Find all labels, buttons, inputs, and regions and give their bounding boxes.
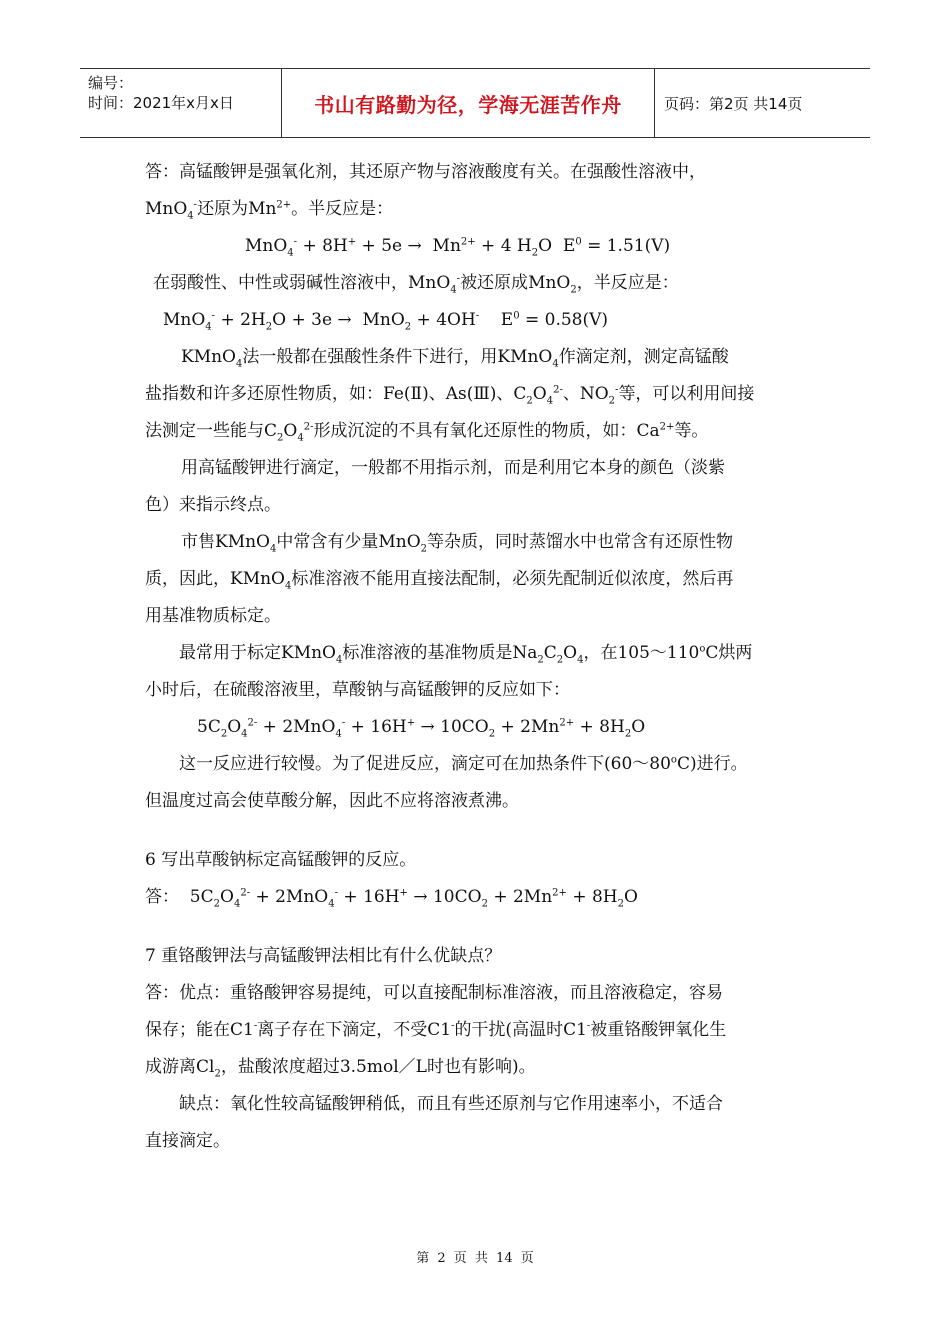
header-page-info: 页码：第2页 共14页 <box>664 94 803 113</box>
answer-7-line-1: 答：优点：重铬酸钾容易提纯，可以直接配制标准溶液，而且溶液稳定，容易 <box>145 983 723 1003</box>
paragraph-indicator-1: 用高锰酸钾进行滴定，一般都不用指示剂，而是利用它本身的颜色（淡紫 <box>181 458 725 478</box>
paragraph-slow-reaction-1: 这一反应进行较慢。为了促进反应，滴定可在加热条件下(60～80$^o$C)进行。 <box>179 754 748 774</box>
answer-5-line-1: 答：高锰酸钾是强氧化剂，其还原产物与溶液酸度有关。在强酸性溶液中， <box>145 162 706 182</box>
paragraph-standardization-1: 最常用于标定KMnO$_4$标准溶液的基准物质是$Na_2C_2O_4$，在105～110$^o$C烘两 <box>179 643 753 666</box>
paragraph-slow-reaction-2: 但温度过高会使草酸分解，因此不应将溶液煮沸。 <box>145 791 519 811</box>
paragraph-commercial-2: 质，因此，KMnO$_4$标准溶液不能用直接法配制，必须先配制近似浓度，然后再 <box>145 569 734 592</box>
header-time: 时间：2021年x月x日 <box>88 94 234 112</box>
answer-5-line-2: MnO$_4$-还原为$Mn^{2+}$。半反应是： <box>145 199 394 222</box>
equation-neutral: $MnO_4^- + 2H_2O + 3e \to MnO_2 + 4OH^-$ $E^0 = 0.58(V)$ <box>163 310 609 333</box>
paragraph-commercial-3: 用基准物质标定。 <box>145 606 281 626</box>
paragraph-kmno4-method-2: 盐指数和许多还原性物质，如：Fe(Ⅱ)、As(Ⅲ)、$C_2O_4^{2-}$、$NO_2^-$等，可以利用间接 <box>145 384 755 407</box>
header-meta-cell <box>80 69 282 137</box>
answer-7-line-2: 保存；能在C1-离子存在下滴定，不受C1-的干扰(高温时C1-被重铬酸钾氧化生 <box>145 1020 727 1040</box>
answer-7-line-4: 缺点：氧化性较高锰酸钾稍低，而且有些还原剂与它作用速率小，不适合 <box>179 1094 723 1114</box>
paragraph-commercial-1: 市售KMnO$_4$中常含有少量MnO$_2$等杂质，同时蒸馏水中也常含有还原性物 <box>181 532 734 555</box>
paragraph-kmno4-method-3: 法测定一些能与$C_2O_4^{2-}$形成沉淀的不具有氧化还原性的物质，如：$Ca^{2+}$等。 <box>145 421 709 444</box>
answer-6: 答： $5C_2O_4^{2-} + 2MnO_4^- + 16H^+ \to 10CO_2 + 2Mn^{2+} + 8H_2O$ <box>145 887 638 910</box>
page-header <box>80 68 870 138</box>
question-7: 7 重铬酸钾法与高锰酸钾法相比有什么优缺点？ <box>145 946 502 966</box>
answer-7-line-5: 直接滴定。 <box>145 1131 230 1151</box>
equation-oxalate: $5C_2O_4^{2-} + 2MnO_4^- + 16H^+ \to 10CO_2 + 2Mn^{2+} + 8H_2O$ <box>197 717 646 740</box>
header-number-label: 编号： <box>88 74 134 92</box>
equation-acidic: $MnO_4^- + 8H^+ + 5e \to Mn^{2+} + 4$ $H_2O$ $E^0 = 1.51(V)$ <box>245 236 671 259</box>
header-motto: 书山有路勤为径，学海无涯苦作舟 <box>282 69 655 137</box>
paragraph-standardization-2: 小时后，在硫酸溶液里，草酸钠与高锰酸钾的反应如下： <box>145 680 570 700</box>
paragraph-indicator-2: 色）来指示终点。 <box>145 495 281 515</box>
page-footer: 第 2 页 共 14 页 <box>416 1251 534 1266</box>
document-body <box>145 154 815 1160</box>
answer-5-line-4: 在弱酸性、中性或弱碱性溶液中，MnO$_4$-被还原成MnO$_2$，半反应是： <box>153 273 679 296</box>
answer-7-line-3: 成游离$Cl_2$，盐酸浓度超过3.5mol／L时也有影响)。 <box>145 1057 536 1080</box>
paragraph-kmno4-method-1: KMnO$_4$法一般都在强酸性条件下进行，用KMnO$_4$作滴定剂，测定高锰酸 <box>181 347 729 370</box>
question-6: 6 写出草酸钠标定高锰酸钾的反应。 <box>145 850 417 870</box>
